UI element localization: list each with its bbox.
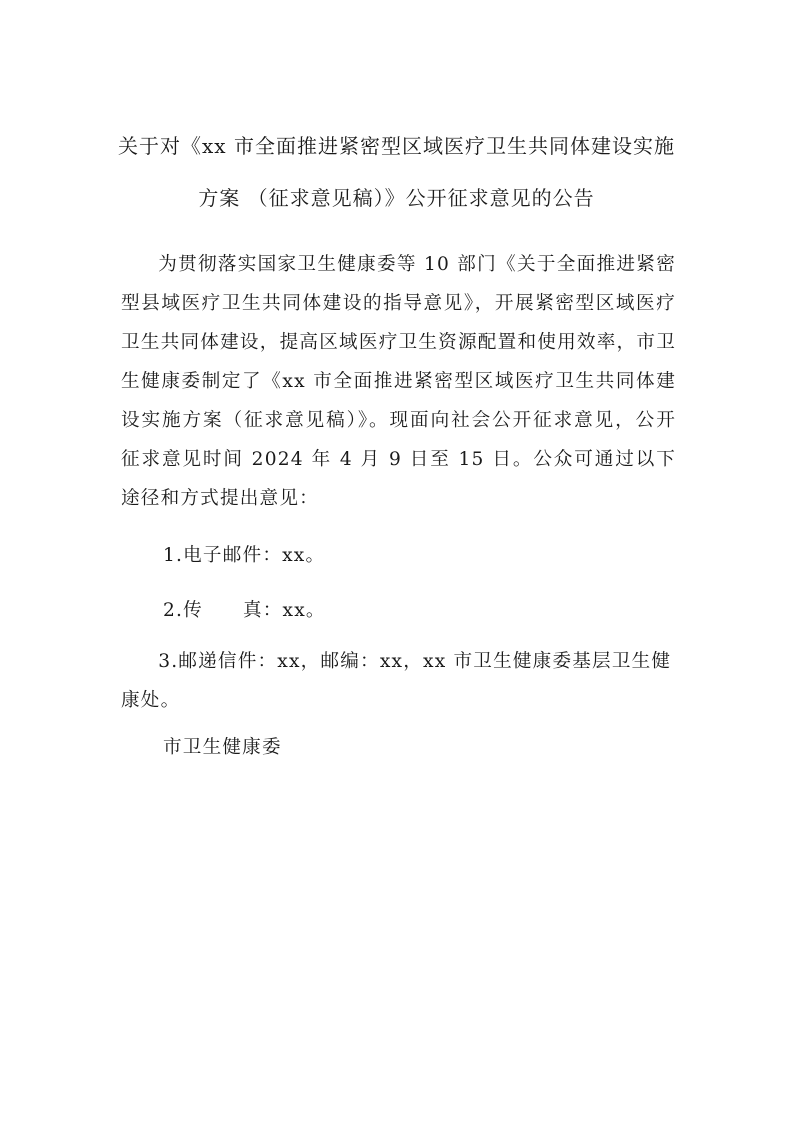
fax-value: xx。 <box>282 600 326 621</box>
fax-label-b: 真： <box>242 600 283 621</box>
fax-label-a: 2.传 <box>163 600 203 621</box>
email-value: xx。 <box>282 545 326 566</box>
document-title-line-2: 方案 （征求意见稿）》公开征求意见的公告 <box>198 186 595 210</box>
contact-email <box>163 541 325 567</box>
contact-mail: 3.邮递信件：xx，邮编：xx，xx 市卫生健康委基层卫生健康处。 <box>121 651 672 711</box>
email-label: 1.电子邮件： <box>163 545 283 566</box>
body-paragraph: 为贯彻落实国家卫生健康委等 10 部门《关于全面推进紧密型县域医疗卫生共同体建设的指导意见》，开展紧密型区域医疗卫生共同体建设，提高区域医疗卫生资源配置和使用效率，市卫生健康委制定了《xx 市全面推进紧密型区域医疗卫生共同体建设实施方案（征求意见稿）》。现面向社会公开征求意见，公开征求意见时间 2024 年 4 月 9 日至 15 日。公众可通过以下途径和方式提出意见： <box>121 254 676 509</box>
contact-fax <box>163 596 326 622</box>
signature: 市卫生健康委 <box>163 737 282 758</box>
document-title-line-1: 关于对《xx 市全面推进紧密型区域医疗卫生共同体建设实施 <box>118 134 675 158</box>
